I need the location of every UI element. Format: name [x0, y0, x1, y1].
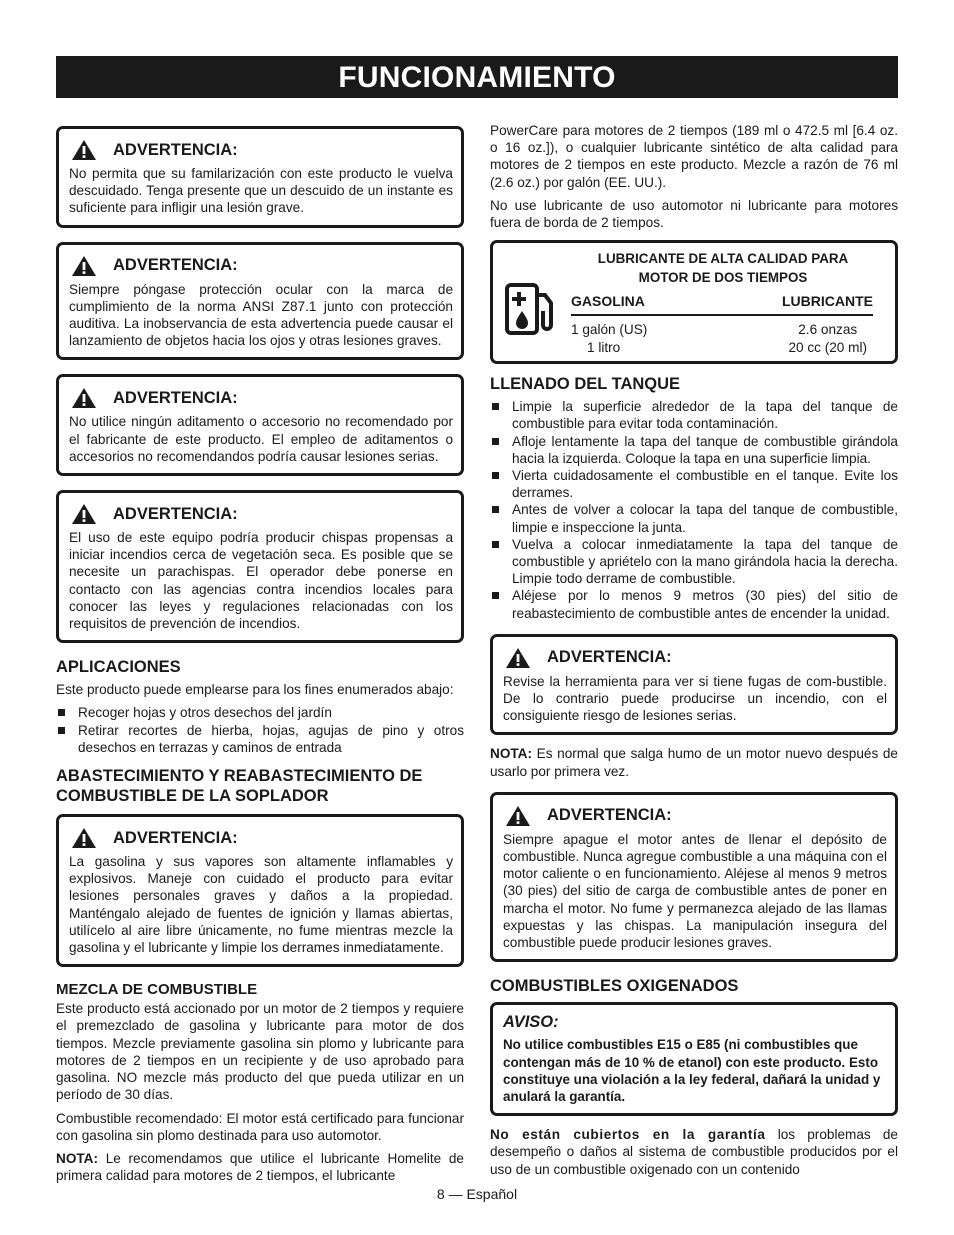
warning-text: Revise la herramienta para ver si tiene fugas de com-bustible. De lo contrario puede producirse un incendio, con el consiguiente riesgo de lesiones serias. [503, 673, 887, 724]
aplicaciones-intro: Este producto puede emplearse para los fines enumerados abajo: [56, 682, 454, 698]
warning-heading: ADVERTENCIA: [113, 140, 238, 159]
page-title: FUNCIONAMIENTO [56, 56, 898, 98]
section-title-aplicaciones: APLICACIONES [56, 658, 181, 677]
warning-text: No utilice ningún aditamento o accesorio no recomendado por el fabricante de este producto. El empleo de aditamentos o accesorios no recomendandos podría causar lesiones serias. [69, 414, 453, 464]
warning-text: Siempre póngase protección ocular con la marca de cumplimiento de la norma ANSI Z87.1 junto con protección auditiva. La inobservancia de esta advertencia puede causar el lanzamiento de objetos hacia los ojos y otras lesiones graves. [69, 281, 453, 349]
no-use-automotor: No use lubricante de uso automotor ni lubricante para motores fuera de borda de 2 tiempos. [490, 197, 898, 231]
nota-lubricante [56, 1150, 464, 1184]
warning-heading: ADVERTENCIA: [547, 648, 672, 667]
warning-triangle-icon [505, 805, 531, 827]
warning-triangle-icon [71, 827, 97, 849]
fuel-mix-table [490, 240, 898, 364]
garantia-bold: No están cubiertos en la garantía [490, 1127, 766, 1143]
warning-triangle-icon [71, 255, 97, 277]
list-item: Recoger hojas y otros desechos del jardín [56, 704, 464, 721]
mezcla-paragraph: Este producto está accionado por un motor de 2 tiempos y requiere el premezclado de gasolina y lubricante para motor de dos tiempos. Mezcle previamente gasolina sin plomo y lubricante para motores de 2 tiempos en un recipiente y de uso aprobado para gasolina. NO mezcle más producto del que pueda utilizar en un período de 30 días. [56, 1001, 464, 1103]
header-lubricante: LUBRICANTE [782, 293, 873, 310]
gasolina-column [571, 321, 647, 356]
nota-text: Es normal que salga humo de un motor nuevo después de usarlo por primera vez. [490, 746, 898, 779]
warning-heading: ADVERTENCIA: [113, 504, 238, 523]
nota-label: NOTA: [490, 746, 533, 762]
warning-box-gasoline [56, 814, 464, 967]
section-title-oxigenados: COMBUSTIBLES OXIGENADOS [490, 977, 739, 996]
warning-heading: ADVERTENCIA: [113, 388, 238, 407]
fuel-pump-icon [503, 281, 561, 337]
nota-text: Le recomendamos que utilice el lubricante Homelite de primera calidad para motores de 2 tiempos, el lubricante [56, 1150, 464, 1184]
list-item: Limpie la superficie alrededor de la tapa del tanque de combustible para evitar toda contaminación. [490, 398, 898, 432]
warning-triangle-icon [505, 647, 531, 669]
warning-text: La gasolina y sus vapores son altamente inflamables y explosivos. Maneje con cuidado el producto para evitar lesiones personales graves y daños a la propiedad. Manténgalo alejado de fuentes de ignición y llamas abiertas, utilícelo al aire libre únicamente, no fume mientras mezcle la gasolina y el lubricante y limpie los derrames inmediatamente. [69, 854, 453, 956]
warning-text: No permita que su familarización con este producto le vuelva descuidado. Tenga presente que un descuido de un instante es suficiente para infligir una lesión grave. [69, 166, 453, 216]
warning-box-accessories [56, 374, 464, 476]
warning-heading: ADVERTENCIA: [547, 806, 672, 825]
warning-text: Siempre apague el motor antes de llenar el depósito de combustible. Nunca agregue combustible a una máquina con el motor caliente o en funcionamiento. Aléjese al menos 9 metros (30 pies) del sitio de carga de combustible antes de poner en marcha el motor. No fume y permanezca alejado de las llamas expuestas y las chispas. La manipulación insegura del combustible puede producir lesiones graves. [503, 831, 887, 951]
list-item: Afloje lentamente la tapa del tanque de combustible girándola hacia la izquierda. Coloque la tapa en una superficie limpia. [490, 433, 898, 467]
garantia-text: los problemas de desempeño o daños al sistema de combustible producidos por el uso de un combustible oxigenado con un contenido [490, 1127, 898, 1177]
lubricante-column [788, 321, 867, 356]
lubricante-continuation: PowerCare para motores de 2 tiempos (189 ml o 472.5 ml [6.4 oz. o 16 oz.]), o cualquier lubricante sintético de alta calidad para motores de 2 tiempos en este producto. Mezcle a razón de 76 ml (2.6 oz.) por galón (EE. UU.). [490, 123, 898, 190]
left-column [56, 126, 464, 1190]
table-divider [571, 314, 873, 316]
aplicaciones-list [56, 704, 464, 756]
warning-box-sparks [56, 490, 464, 643]
aviso-text: No utilice combustibles E15 o E85 (ni combustibles que contengan más de 10 % de etanol) con este producto. Esto constituye una violación a la ley federal, dañará la unidad y anulará la garantía. [503, 1037, 881, 1104]
warning-heading: ADVERTENCIA: [113, 828, 238, 847]
list-item: Antes de volver a colocar la tapa del tanque de combustible, limpie e inspeccione la junta. [490, 501, 898, 535]
warning-box-leaks [490, 634, 898, 736]
section-title-abastecimiento: ABASTECIMIENTO Y REABASTECIMIENTO DE COMBUSTIBLE DE LA SOPLADOR [56, 767, 423, 806]
warning-box-familiarity [56, 126, 464, 228]
table-cell: 1 galón (US) [571, 322, 648, 338]
garantia-paragraph [490, 1126, 898, 1178]
aviso-box [490, 1002, 898, 1116]
page-footer: 8 — Español [436, 1186, 518, 1202]
subsection-title-mezcla: MEZCLA DE COMBUSTIBLE [56, 981, 258, 999]
list-item: Retirar recortes de hierba, hojas, agujas de pino y otros desechos en terrazas y caminos de entrada [56, 722, 464, 756]
table-cell: 2.6 onzas [798, 322, 858, 338]
warning-box-engine-off [490, 792, 898, 962]
warning-triangle-icon [71, 503, 97, 525]
nota-humo [490, 745, 898, 779]
warning-text: El uso de este equipo podría producir chispas propensas a iniciar incendios cerca de vegetación seca. Es posible que se necesite un parachispas. El operador debe ponerse en contacto con las agencias contra incendios locales para conocer las leyes y regulaciones relacionadas con los requisitos de prevención de incendios. [69, 530, 453, 632]
warning-triangle-icon [71, 139, 97, 161]
warning-heading: ADVERTENCIA: [113, 256, 238, 275]
warning-box-eye-protection [56, 242, 464, 361]
list-item: Vuelva a colocar inmediatamente la tapa del tanque de combustible y apriételo con la mano girándola hacia la derecha. Limpie todo derrame de combustible. [490, 536, 898, 588]
section-title-llenado: LLENADO DEL TANQUE [490, 375, 681, 394]
right-column [490, 122, 898, 1184]
nota-label: NOTA: [56, 1150, 99, 1166]
list-item: Aléjese por lo menos 9 metros (30 pies) del sitio de reabastecimiento de combustible antes de encender la unidad. [490, 587, 898, 621]
combustible-recomendado: Combustible recomendado: El motor está certificado para funcionar con gasolina sin plomo destinada para uso automotor. [56, 1110, 464, 1143]
warning-triangle-icon [71, 387, 97, 409]
llenado-list [490, 398, 898, 622]
fuel-table-title: LUBRICANTE DE ALTA CALIDAD PARA MOTOR DE DOS TIEMPOS [597, 251, 849, 286]
table-cell: 1 litro [587, 339, 621, 355]
list-item: Vierta cuidadosamente el combustible en el tanque. Evite los derrames. [490, 467, 898, 501]
header-gasolina: GASOLINA [571, 293, 645, 310]
aviso-heading: AVISO: [503, 1013, 559, 1032]
table-cell: 20 cc (20 ml) [788, 339, 867, 355]
